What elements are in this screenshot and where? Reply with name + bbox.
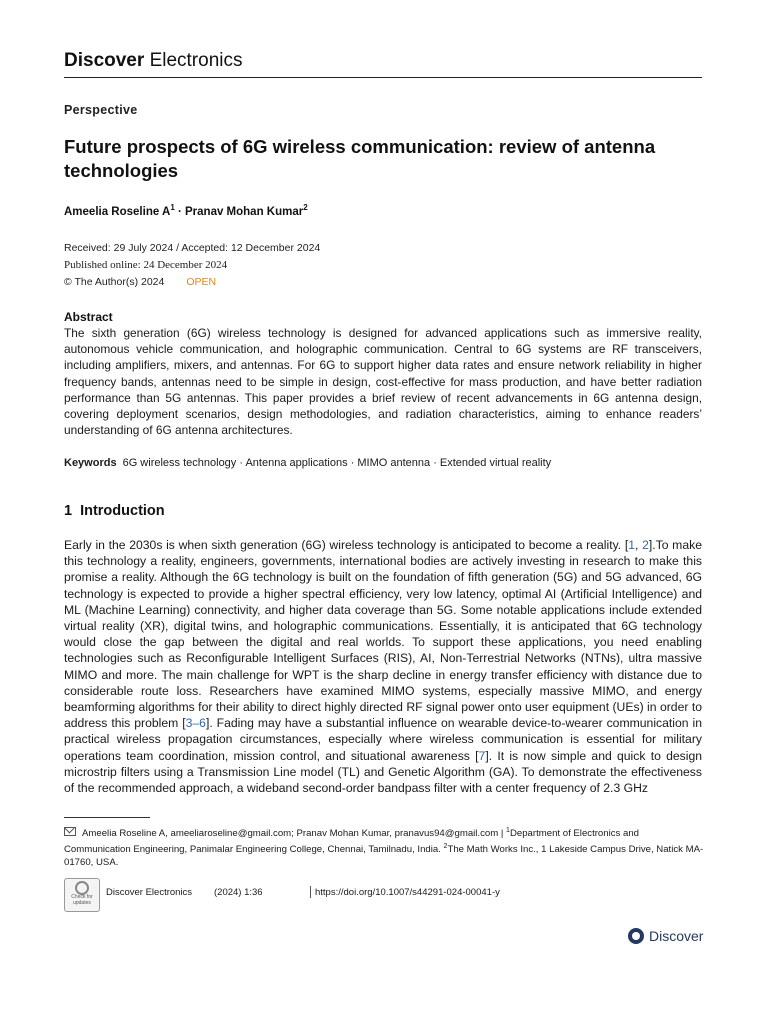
publisher-logo bbox=[628, 928, 703, 944]
author-2-affiliation: 2 bbox=[303, 203, 308, 212]
footer-divider bbox=[310, 886, 311, 898]
citation-link-2[interactable]: 2 bbox=[642, 538, 649, 552]
footnote-affiliation-2: The Math Works Inc., 1 Lakeside Campus Drive, Natick MA-01760, USA. bbox=[64, 844, 704, 869]
footnote-affiliation-1: Department of Electronics and Communication Engineering, Panimalar Engineering College, Chennai, Tamilnadu, India. bbox=[64, 828, 640, 856]
body-text-segment: Early in the 2030s is when sixth generation (6G) wireless technology is anticipated to become a reality. [ bbox=[64, 538, 629, 552]
envelope-icon bbox=[64, 827, 76, 836]
article-type: Perspective bbox=[64, 103, 138, 117]
body-text-segment: ]. It is now simple and quick to design microstrip filters using a Transmission Line model (TL) and Genetic Algorithm (GA). To demonstrate the effectiveness of the recommended approach, a wideband second-order bandpass filter with a center frequency of 2.3 GHz bbox=[64, 748, 703, 796]
journal-name-bold: Discover bbox=[64, 50, 145, 71]
badge-text-line-2: updates bbox=[73, 899, 91, 906]
body-text-segment: , bbox=[635, 538, 643, 552]
check-for-updates-icon bbox=[75, 881, 89, 895]
article-dates bbox=[64, 240, 320, 291]
author-1-affiliation: 1 bbox=[170, 203, 175, 212]
footnote-sup-1: 1 bbox=[506, 827, 510, 834]
citation-link-3-6[interactable]: 3–6 bbox=[185, 716, 206, 731]
author-separator: · bbox=[174, 205, 185, 218]
journal-name bbox=[64, 50, 242, 72]
copyright-text: © The Author(s) 2024 bbox=[64, 276, 165, 288]
publisher-name: Discover bbox=[649, 928, 704, 944]
section-title: Introduction bbox=[80, 503, 165, 519]
section-heading-introduction bbox=[64, 503, 165, 519]
footer-volume: (2024) 1:36 bbox=[214, 887, 263, 898]
keywords-text: 6G wireless technology · Antenna applications · MIMO antenna · Extended virtual reality bbox=[122, 457, 552, 469]
footnote-sup-2: 2 bbox=[443, 843, 448, 851]
author-2[interactable]: Pranav Mohan Kumar bbox=[185, 205, 304, 218]
citation-link-7[interactable]: 7 bbox=[478, 748, 486, 763]
author-list bbox=[64, 203, 308, 218]
footnote-contact: Ameelia Roseline A, ameeliaroseline@gmail.com; Pranav Mohan Kumar, pranavus94@gmail.com | bbox=[82, 828, 507, 840]
section-number: 1 bbox=[64, 503, 73, 519]
published-date: Published online: 24 December 2024 bbox=[64, 259, 228, 271]
footnote bbox=[64, 824, 704, 869]
article-title: Future prospects of 6G wireless communication: review of antenna technologies bbox=[64, 136, 656, 181]
body-text-segment: ]. Fading may have a substantial influence on wearable device-to-wearer communication in practical wireless propagation circumstances, especially where wireless communication is essential for military operations team coordination, mission control, and situational awareness [ bbox=[64, 716, 702, 763]
header-rule bbox=[64, 77, 702, 78]
introduction-paragraph bbox=[64, 537, 702, 796]
badge-text-line-1: Check for bbox=[71, 894, 93, 900]
keywords-line bbox=[64, 457, 551, 469]
discover-logo-icon bbox=[628, 928, 644, 944]
keywords-label: Keywords bbox=[64, 457, 117, 469]
journal-name-rest: Electronics bbox=[149, 50, 243, 71]
abstract-text: The sixth generation (6G) wireless technology is designed for advanced applications such as immersive reality, autonomous vehicle communication, and holographic communication. Central to 6G systems are RF transceivers, including amplifiers, mixers, and antennas. For 6G to support higher data rates and ensure network reliability in higher frequency bands, antennas need to be simple in design, cost-effective for mass production, and have better radiation performance than 5G antennas. This paper provides a brief review of recent advancements in 6G antenna design, covering deployment scenarios, design methodologies, and radiation characteristics, aiming to enhance readers’ understanding of 6G antenna architectures. bbox=[64, 326, 702, 438]
open-access-badge: OPEN bbox=[186, 276, 217, 288]
body-text-segment: ].To make this technology a reality, engineers, governments, international bodies are actively investing in research to make this promise a reality. Although the 6G technology is built on the foundation of fifth generation (5G) and 5G advanced, 6G technology is expected to provide a higher spectral efficiency, very low latency, optimal AI (Artificial Intelligence) and ML (Machine Learning) connectivity, and higher data coverage than 5G. Some notable applications include extended virtual reality (XR), digital twins, and holographic communications. Essentially, it is anticipated that 6G technology would close the gap between the digital and real worlds. To support these applications, you need enabling technologies such as Reconfigurable Intelligent Surfaces (RIS), AI, Non-Terrestrial Networks (NTNs), ultra massive MIMO and more. The main challenge for WPT is the sharp decline in energy transfer efficiency with distance due to considerable route loss. Researchers have examined MIMO systems, especially massive MIMO, and energy beamforming algorithms for their ability to direct highly directed RF signal power onto user equipment (UEs) in order to address this problem [ bbox=[64, 538, 702, 731]
abstract-heading: Abstract bbox=[64, 310, 113, 324]
footnote-rule bbox=[64, 817, 150, 818]
author-1[interactable]: Ameelia Roseline A bbox=[64, 205, 171, 218]
footer-journal: Discover Electronics bbox=[106, 887, 193, 898]
citation-link-1[interactable]: 1 bbox=[628, 538, 636, 552]
received-accepted-date: Received: 29 July 2024 / Accepted: 12 December 2024 bbox=[64, 242, 321, 254]
doi-link[interactable]: https://doi.org/10.1007/s44291-024-00041-y bbox=[315, 887, 500, 898]
check-for-updates-badge[interactable] bbox=[64, 878, 100, 912]
copyright-line bbox=[64, 274, 320, 291]
